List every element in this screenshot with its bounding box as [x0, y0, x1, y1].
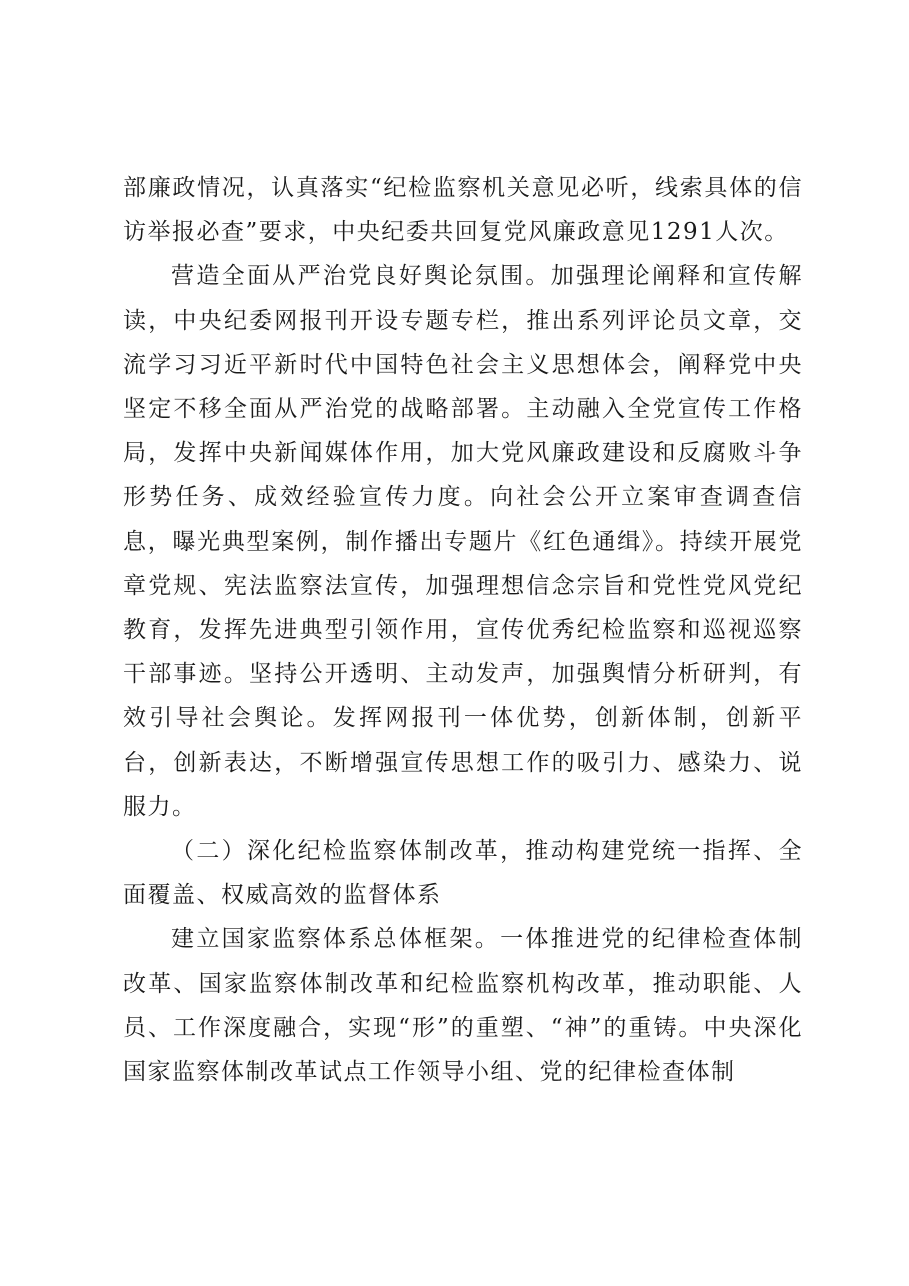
paragraph-continuation: 部廉政情况，认真落实“纪检监察机关意见必听，线索具体的信访举报必查”要求，中央纪委共回复党风廉政意见1291人次。 — [123, 175, 803, 246]
section-heading: （二）深化纪检监察体制改革，推动构建党统一指挥、全面覆盖、权威高效的监督体系 — [123, 838, 803, 909]
document-body — [123, 166, 803, 1094]
paragraph-public-opinion: 营造全面从严治党良好舆论氛围。加强理论阐释和宣传解读，中央纪委网报刊开设专题专栏，推出系列评论员文章，交流学习习近平新时代中国特色社会主义思想体会，阐释党中央坚定不移全面从严治党的战略部署。主动融入全党宣传工作格局，发挥中央新闻媒体作用，加大党风廉政建设和反腐败斗争形势任务、成效经验宣传力度。向社会公开立案审查调查信息，曝光典型案例，制作播出专题片《红色通缉》。持续开展党章党规、宪法监察法宣传，加强理想信念宗旨和党性党风党纪教育，发挥先进典型引领作用，宣传优秀纪检监察和巡视巡察干部事迹。坚持公开透明、主动发声，加强舆情分析研判，有效引导社会舆论。发挥网报刊一体优势，创新体制，创新平台，创新表达，不断增强宣传思想工作的吸引力、感染力、说服力。 — [123, 263, 803, 820]
paragraph-supervision-system: 建立国家监察体系总体框架。一体推进党的纪律检查体制改革、国家监察体制改革和纪检监察机构改革，推动职能、人员、工作深度融合，实现“形”的重塑、“神”的重铸。中央深化国家监察体制改革试点工作领导小组、党的纪律检查体制 — [123, 926, 803, 1086]
